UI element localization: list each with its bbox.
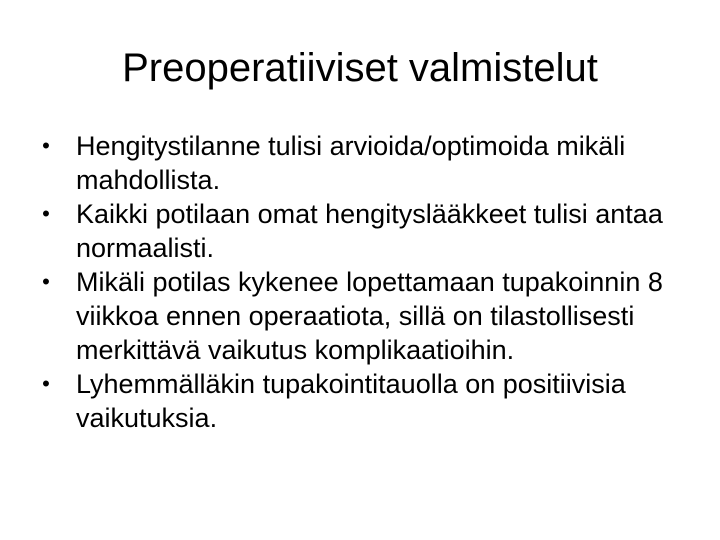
bullet-dot-icon: • [42,269,50,294]
bullet-text-1: Hengitystilanne tulisi arvioida/optimoida mikäli mahdollista. [76,131,626,195]
bullet-dot-icon: • [42,133,50,158]
bullet-text-4: Lyhemmälläkin tupakointitauolla on positiivisia vaikutuksia. [76,369,626,433]
bullet-item-1 [36,129,696,197]
bullet-text-2: Kaikki potilaan omat hengityslääkkeet tulisi antaa normaalisti. [76,199,663,263]
bullet-dot-icon: • [42,371,50,396]
bullet-dot-icon: • [42,201,50,226]
bullet-item-3 [36,265,696,367]
slide-title: Preoperatiiviset valmistelut [122,46,598,90]
bullet-list [36,129,696,435]
bullet-text-3: Mikäli potilas kykenee lopettamaan tupakoinnin 8 viikkoa ennen operaatiota, sillä on tilastollisesti merkittävä vaikutus komplikaatioihin. [76,267,663,365]
bullet-item-4 [36,367,696,435]
bullet-item-2 [36,197,696,265]
